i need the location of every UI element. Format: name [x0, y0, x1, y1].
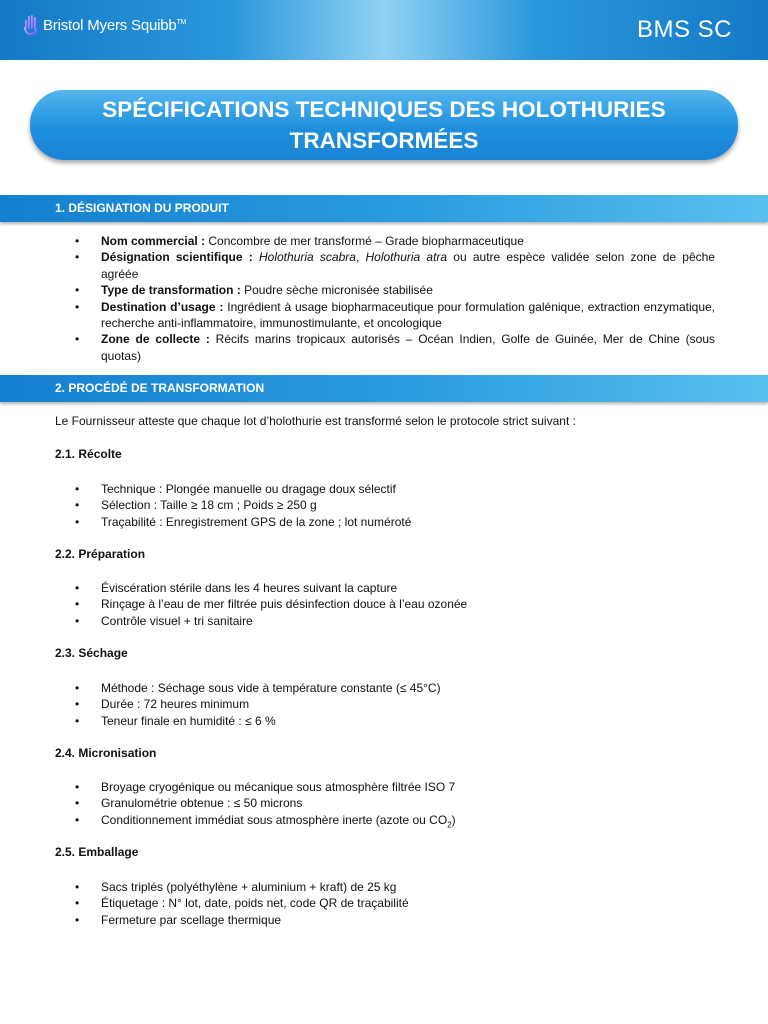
list-item: • Teneur finale en humidité : ≤ 6 %	[55, 713, 715, 729]
list-item: • Type de transformation : Poudre sèche micronisée stabilisée	[55, 282, 715, 298]
section-2-title: 2. PROCÉDÉ DE TRANSFORMATION	[55, 381, 265, 395]
brand-name: Bristol Myers Squibb™	[43, 16, 187, 34]
subsection-title: 2.3. Séchage	[55, 646, 128, 660]
list-item: • Étiquetage : N° lot, date, poids net, code QR de traçabilité	[55, 895, 715, 911]
list-item: • Traçabilité : Enregistrement GPS de la zone ; lot numéroté	[55, 514, 715, 530]
product-designation-list	[55, 233, 715, 364]
list-item: • Technique : Plongée manuelle ou dragage doux sélectif	[55, 481, 715, 497]
list-item: • Nom commercial : Concombre de mer transformé – Grade biopharmaceutique	[55, 233, 715, 249]
list-item: • Zone de collecte : Récifs marins tropicaux autorisés – Océan Indien, Golfe de Guinée, Mer de Chine (sous quotas)	[55, 331, 715, 364]
list-item: • Désignation scientifique : Holothuria scabra, Holothuria atra ou autre espèce validée selon zone de pêche agréée	[55, 249, 715, 282]
document-title-banner	[30, 90, 738, 160]
subsection-title: 2.4. Micronisation	[55, 746, 157, 760]
subsection-title: 2.2. Préparation	[55, 547, 146, 561]
list-item: • Destination d’usage : Ingrédient à usage biopharmaceutique pour formulation galénique, extraction enzymatique, recherche anti-inflammatoire, immunostimulante, et oncologique	[55, 299, 715, 332]
harvest-list	[55, 481, 715, 530]
header-right-title: BMS SC	[636, 16, 732, 43]
section-2-header	[0, 375, 768, 402]
subsection-title: 2.5. Emballage	[55, 845, 139, 859]
list-item: • Rinçage à l’eau de mer filtrée puis désinfection douce à l’eau ozonée	[55, 596, 715, 612]
hand-logo-icon	[24, 15, 38, 35]
list-item: • Éviscération stérile dans les 4 heures suivant la capture	[55, 580, 715, 596]
preparation-list	[55, 580, 715, 629]
section-1-content	[55, 233, 715, 364]
list-item: • Méthode : Séchage sous vide à température constante (≤ 45°C)	[55, 680, 715, 696]
section-1-header	[0, 195, 768, 222]
section-1-title: 1. DÉSIGNATION DU PRODUIT	[55, 201, 229, 215]
brand-logo	[24, 15, 186, 35]
list-item: • Granulométrie obtenue : ≤ 50 microns	[55, 795, 715, 811]
list-item: • Contrôle visuel + tri sanitaire	[55, 613, 715, 629]
list-item: • Fermeture par scellage thermique	[55, 912, 715, 928]
list-item: • Sélection : Taille ≥ 18 cm ; Poids ≥ 250 g	[55, 497, 715, 513]
list-item: • Sacs triplés (polyéthylène + aluminium + kraft) de 25 kg	[55, 879, 715, 895]
subsection-title: 2.1. Récolte	[55, 447, 122, 461]
list-item: • Broyage cryogénique ou mécanique sous atmosphère filtrée ISO 7	[55, 779, 715, 795]
header-band	[0, 0, 768, 60]
section-2-intro: Le Fournisseur atteste que chaque lot d’holothurie est transformé selon le protocole strict suivant :	[55, 414, 576, 428]
drying-list	[55, 680, 715, 729]
packaging-list	[55, 879, 715, 928]
list-item: • Conditionnement immédiat sous atmosphère inerte (azote ou $CO_2$)	[55, 812, 715, 834]
micronisation-list	[55, 779, 715, 834]
list-item: • Durée : 72 heures minimum	[55, 696, 715, 712]
document-title: SPÉCIFICATIONS TECHNIQUES DES HOLOTHURIES TRANSFORMÉES	[102, 97, 666, 153]
